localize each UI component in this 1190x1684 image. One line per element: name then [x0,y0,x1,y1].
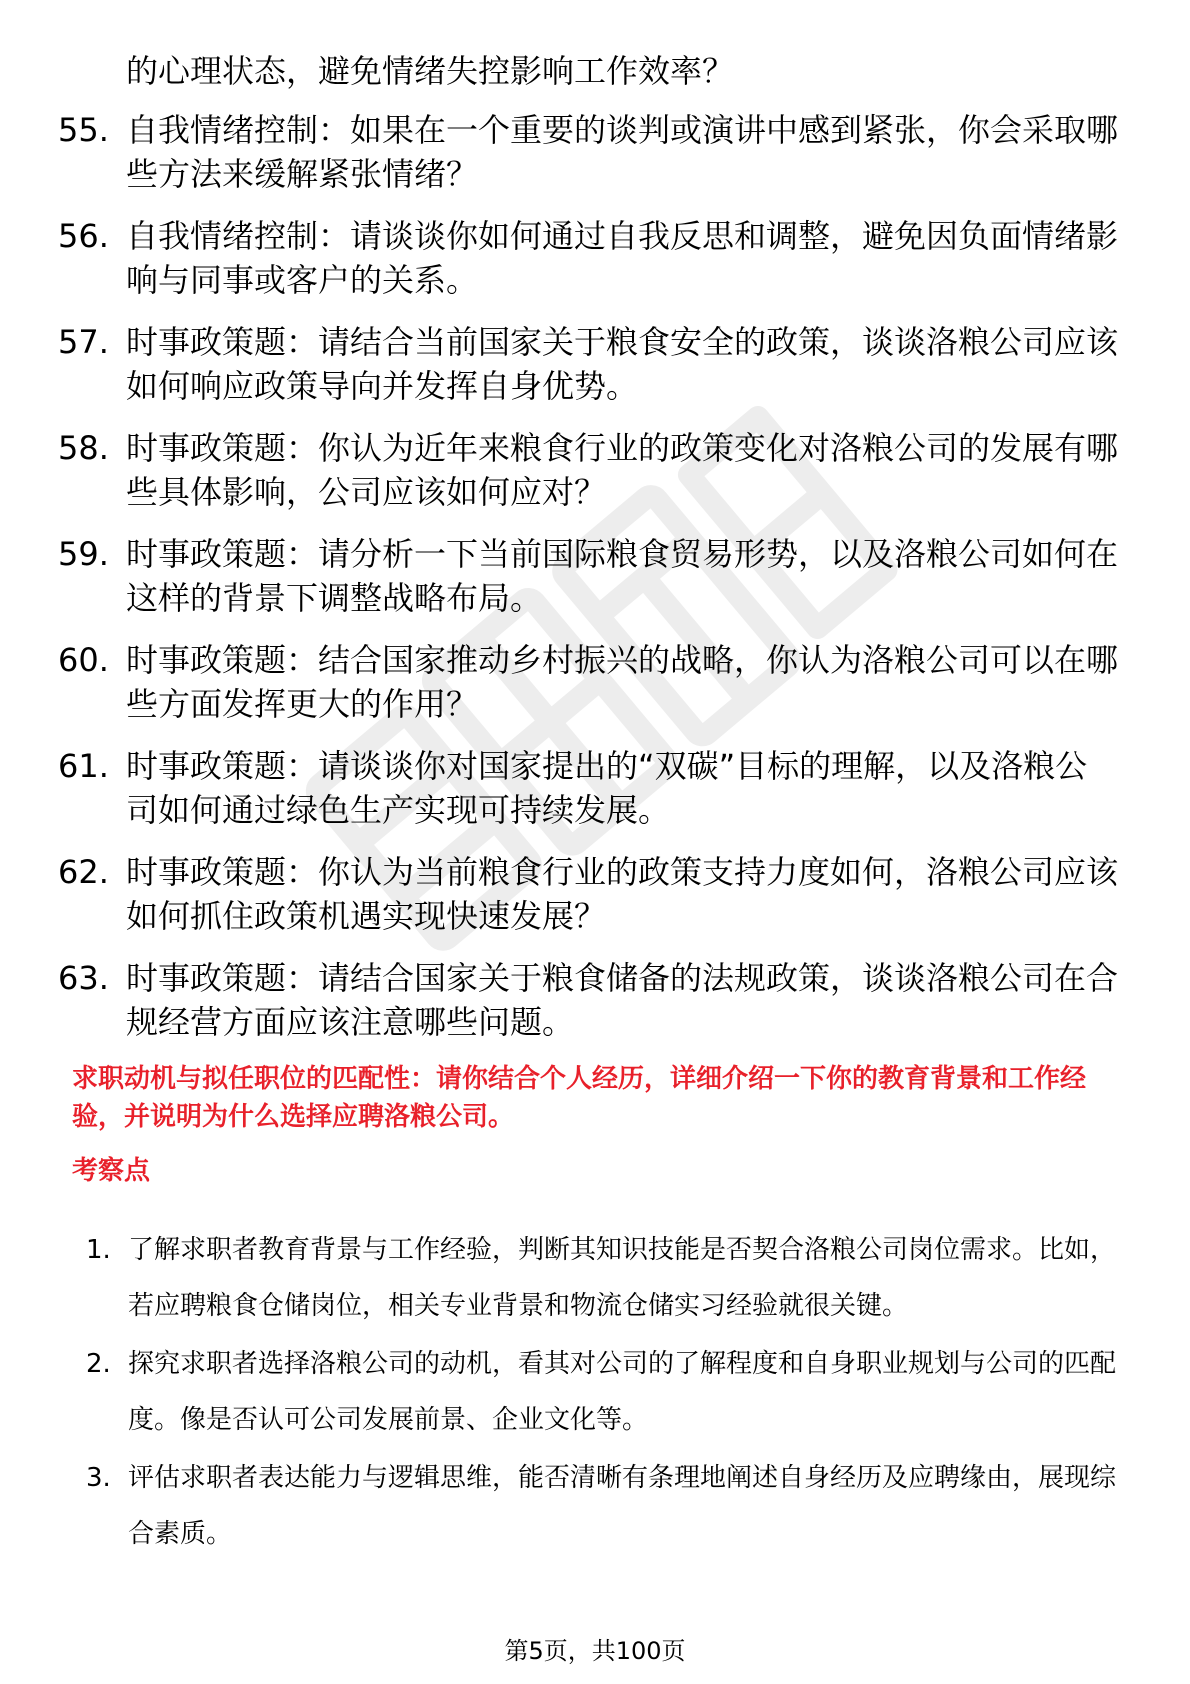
focus-points-list [86,1222,1126,1564]
question-item [58,214,1118,302]
question-text: 时事政策题：请谈谈你对国家提出的“双碳”目标的理解，以及洛粮公司如何通过绿色生产实现可持续发展。 [126,747,1088,829]
question-text: 自我情绪控制：如果在一个重要的谈判或演讲中感到紧张，你会采取哪些方法来缓解紧张情绪？ [126,111,1119,193]
question-item [58,320,1118,408]
focus-point-text: 探究求职者选择洛粮公司的动机，看其对公司的了解程度和自身职业规划与公司的匹配度。像是否认可公司发展前景、企业文化等。 [128,1349,1117,1435]
focus-point-number: 2. [86,1349,111,1379]
focus-point-item [86,1450,1126,1562]
focus-point-item [86,1336,1126,1448]
question-item [58,108,1118,196]
focus-point-text: 评估求职者表达能力与逻辑思维，能否清晰有条理地阐述自身经历及应聘缘由，展现综合素质。 [128,1463,1117,1549]
focus-point-item [86,1222,1126,1334]
question-text: 时事政策题：你认为近年来粮食行业的政策变化对洛粮公司的发展有哪些具体影响，公司应该如何应对？ [126,429,1119,511]
question-list [58,108,1118,1062]
question-text: 时事政策题：请分析一下当前国际粮食贸易形势，以及洛粮公司如何在这样的背景下调整战略布局。 [126,535,1119,617]
question-text: 时事政策题：请结合当前国家关于粮食安全的政策，谈谈洛粮公司应该如何响应政策导向并发挥自身优势。 [126,323,1119,405]
focus-points-heading: 考察点 [72,1156,151,1186]
question-number: 55. [58,111,109,149]
focus-point-number: 1. [86,1235,111,1265]
question-item [58,638,1118,726]
question-number: 59. [58,535,109,573]
focus-point-number: 3. [86,1463,111,1493]
question-number: 60. [58,641,109,679]
focus-point-text: 了解求职者教育背景与工作经验，判断其知识技能是否契合洛粮公司岗位需求。比如，若应聘粮食仓储岗位，相关专业背景和物流仓储实习经验就很关键。 [128,1235,1117,1321]
question-text: 自我情绪控制：请谈谈你如何通过自我反思和调整，避免因负面情绪影响与同事或客户的关系。 [126,217,1119,299]
continued-question-text: 的心理状态，避免情绪失控影响工作效率？ [126,52,735,90]
question-text: 时事政策题：你认为当前粮食行业的政策支持力度如何，洛粮公司应该如何抓住政策机遇实现快速发展？ [126,853,1119,935]
question-number: 62. [58,853,109,891]
question-number: 57. [58,323,109,361]
question-number: 61. [58,747,109,785]
question-number: 58. [58,429,109,467]
section-question-title: 求职动机与拟任职位的匹配性：请你结合个人经历，详细介绍一下你的教育背景和工作经验，并说明为什么选择应聘洛粮公司。 [72,1064,1087,1132]
page-footer: 第5页，共100页 [504,1637,686,1665]
question-item [58,532,1118,620]
question-text: 时事政策题：结合国家推动乡村振兴的战略，你认为洛粮公司可以在哪些方面发挥更大的作用？ [126,641,1119,723]
question-item [58,426,1118,514]
question-number: 56. [58,217,109,255]
question-item [58,850,1118,938]
question-text: 时事政策题：请结合国家关于粮食储备的法规政策，谈谈洛粮公司在合规经营方面应该注意哪些问题。 [126,959,1119,1041]
question-item [58,744,1118,832]
question-number: 63. [58,959,109,997]
question-item [58,956,1118,1044]
